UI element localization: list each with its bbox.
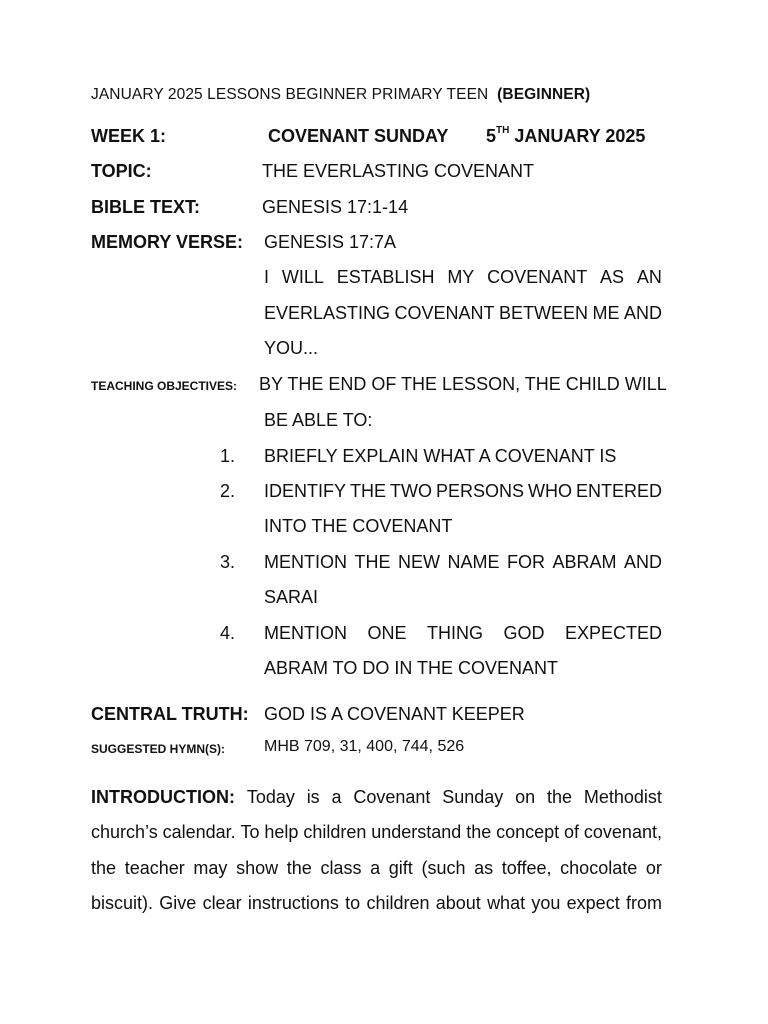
introduction-word: Covenant — [353, 787, 431, 807]
teaching-objectives-intro: BY THE END OF THE LESSON, THE CHILD WILL — [259, 374, 667, 394]
introduction-word: a — [331, 787, 342, 807]
header-text: JANUARY 2025 LESSONS BEGINNER PRIMARY TEEN — [91, 86, 489, 103]
memory-verse-text: YOU... — [264, 338, 319, 358]
introduction-word: Methodist — [583, 787, 662, 807]
introduction-word: Today — [246, 787, 295, 807]
memory-verse-word: AN — [636, 267, 662, 287]
objective-number: 4. — [220, 623, 236, 643]
objective-number: 1. — [220, 446, 236, 466]
suggested-hymns-label: SUGGESTED HYMN(S): — [91, 742, 226, 756]
objective-item: BRIEFLY EXPLAIN WHAT A COVENANT IS — [264, 446, 617, 466]
introduction-word: on — [515, 787, 536, 807]
date-suffix: TH — [496, 125, 510, 136]
memory-verse-word: ME — [592, 303, 620, 323]
memory-verse-line — [264, 303, 662, 324]
memory-verse-label: MEMORY VERSE: — [91, 232, 244, 252]
lesson-header — [91, 86, 590, 104]
week-title: COVENANT SUNDAY — [268, 126, 449, 146]
objective-item: MENTION ONE THING GOD EXPECTED — [264, 623, 662, 643]
introduction-word: Sunday — [442, 787, 504, 807]
teaching-objectives-intro: BE ABLE TO: — [264, 410, 373, 430]
memory-verse-word: COVENANT — [487, 267, 588, 287]
introduction-line — [91, 787, 662, 808]
introduction-text: church’s calendar. To help children understand the concept of covenant, — [91, 822, 662, 842]
suggested-hymns-value: MHB 709, 31, 400, 744, 526 — [264, 738, 465, 755]
topic-value: THE EVERLASTING COVENANT — [262, 161, 535, 181]
week-label: WEEK 1: — [91, 126, 167, 146]
date-day: 5 — [486, 126, 497, 146]
memory-verse-word: WILL — [281, 267, 324, 287]
objective-number: 2. — [220, 481, 236, 501]
memory-verse-word: COVENANT — [394, 303, 495, 323]
memory-verse-word: MY — [447, 267, 475, 287]
memory-verse-word: BETWEEN — [499, 303, 589, 323]
memory-verse-reference: GENESIS 17:7A — [264, 232, 397, 252]
memory-verse-word: ESTABLISH — [336, 267, 435, 287]
introduction-text: biscuit). Give clear instructions to children about what you expect from — [91, 893, 662, 913]
introduction-word: the — [547, 787, 573, 807]
objective-item: ABRAM TO DO IN THE COVENANT — [264, 658, 559, 678]
central-truth-label: CENTRAL TRUTH: — [91, 704, 249, 724]
central-truth-value: GOD IS A COVENANT KEEPER — [264, 704, 525, 724]
introduction-word: is — [306, 787, 320, 807]
objective-item: MENTION THE NEW NAME FOR ABRAM AND — [264, 552, 662, 572]
memory-verse-word: AS — [600, 267, 625, 287]
week-date — [486, 126, 645, 147]
objective-item: INTO THE COVENANT — [264, 516, 453, 536]
introduction-label: INTRODUCTION: — [91, 787, 235, 807]
memory-verse-word: AND — [623, 303, 662, 323]
objective-item: SARAI — [264, 587, 319, 607]
bible-text-label: BIBLE TEXT: — [91, 197, 201, 217]
memory-verse-word: I — [264, 267, 270, 287]
memory-verse-line — [264, 267, 662, 288]
date-rest: JANUARY 2025 — [514, 126, 646, 146]
memory-verse-word: EVERLASTING — [264, 303, 391, 323]
header-level: (BEGINNER) — [497, 86, 591, 103]
objective-number: 3. — [220, 552, 236, 572]
topic-label: TOPIC: — [91, 161, 152, 181]
objective-item: IDENTIFY THE TWO PERSONS WHO ENTERED — [264, 481, 662, 501]
bible-text-value: GENESIS 17:1-14 — [262, 197, 409, 217]
introduction-text: the teacher may show the class a gift (such as toffee, chocolate or — [91, 858, 662, 878]
teaching-objectives-label: TEACHING OBJECTIVES: — [91, 379, 238, 393]
